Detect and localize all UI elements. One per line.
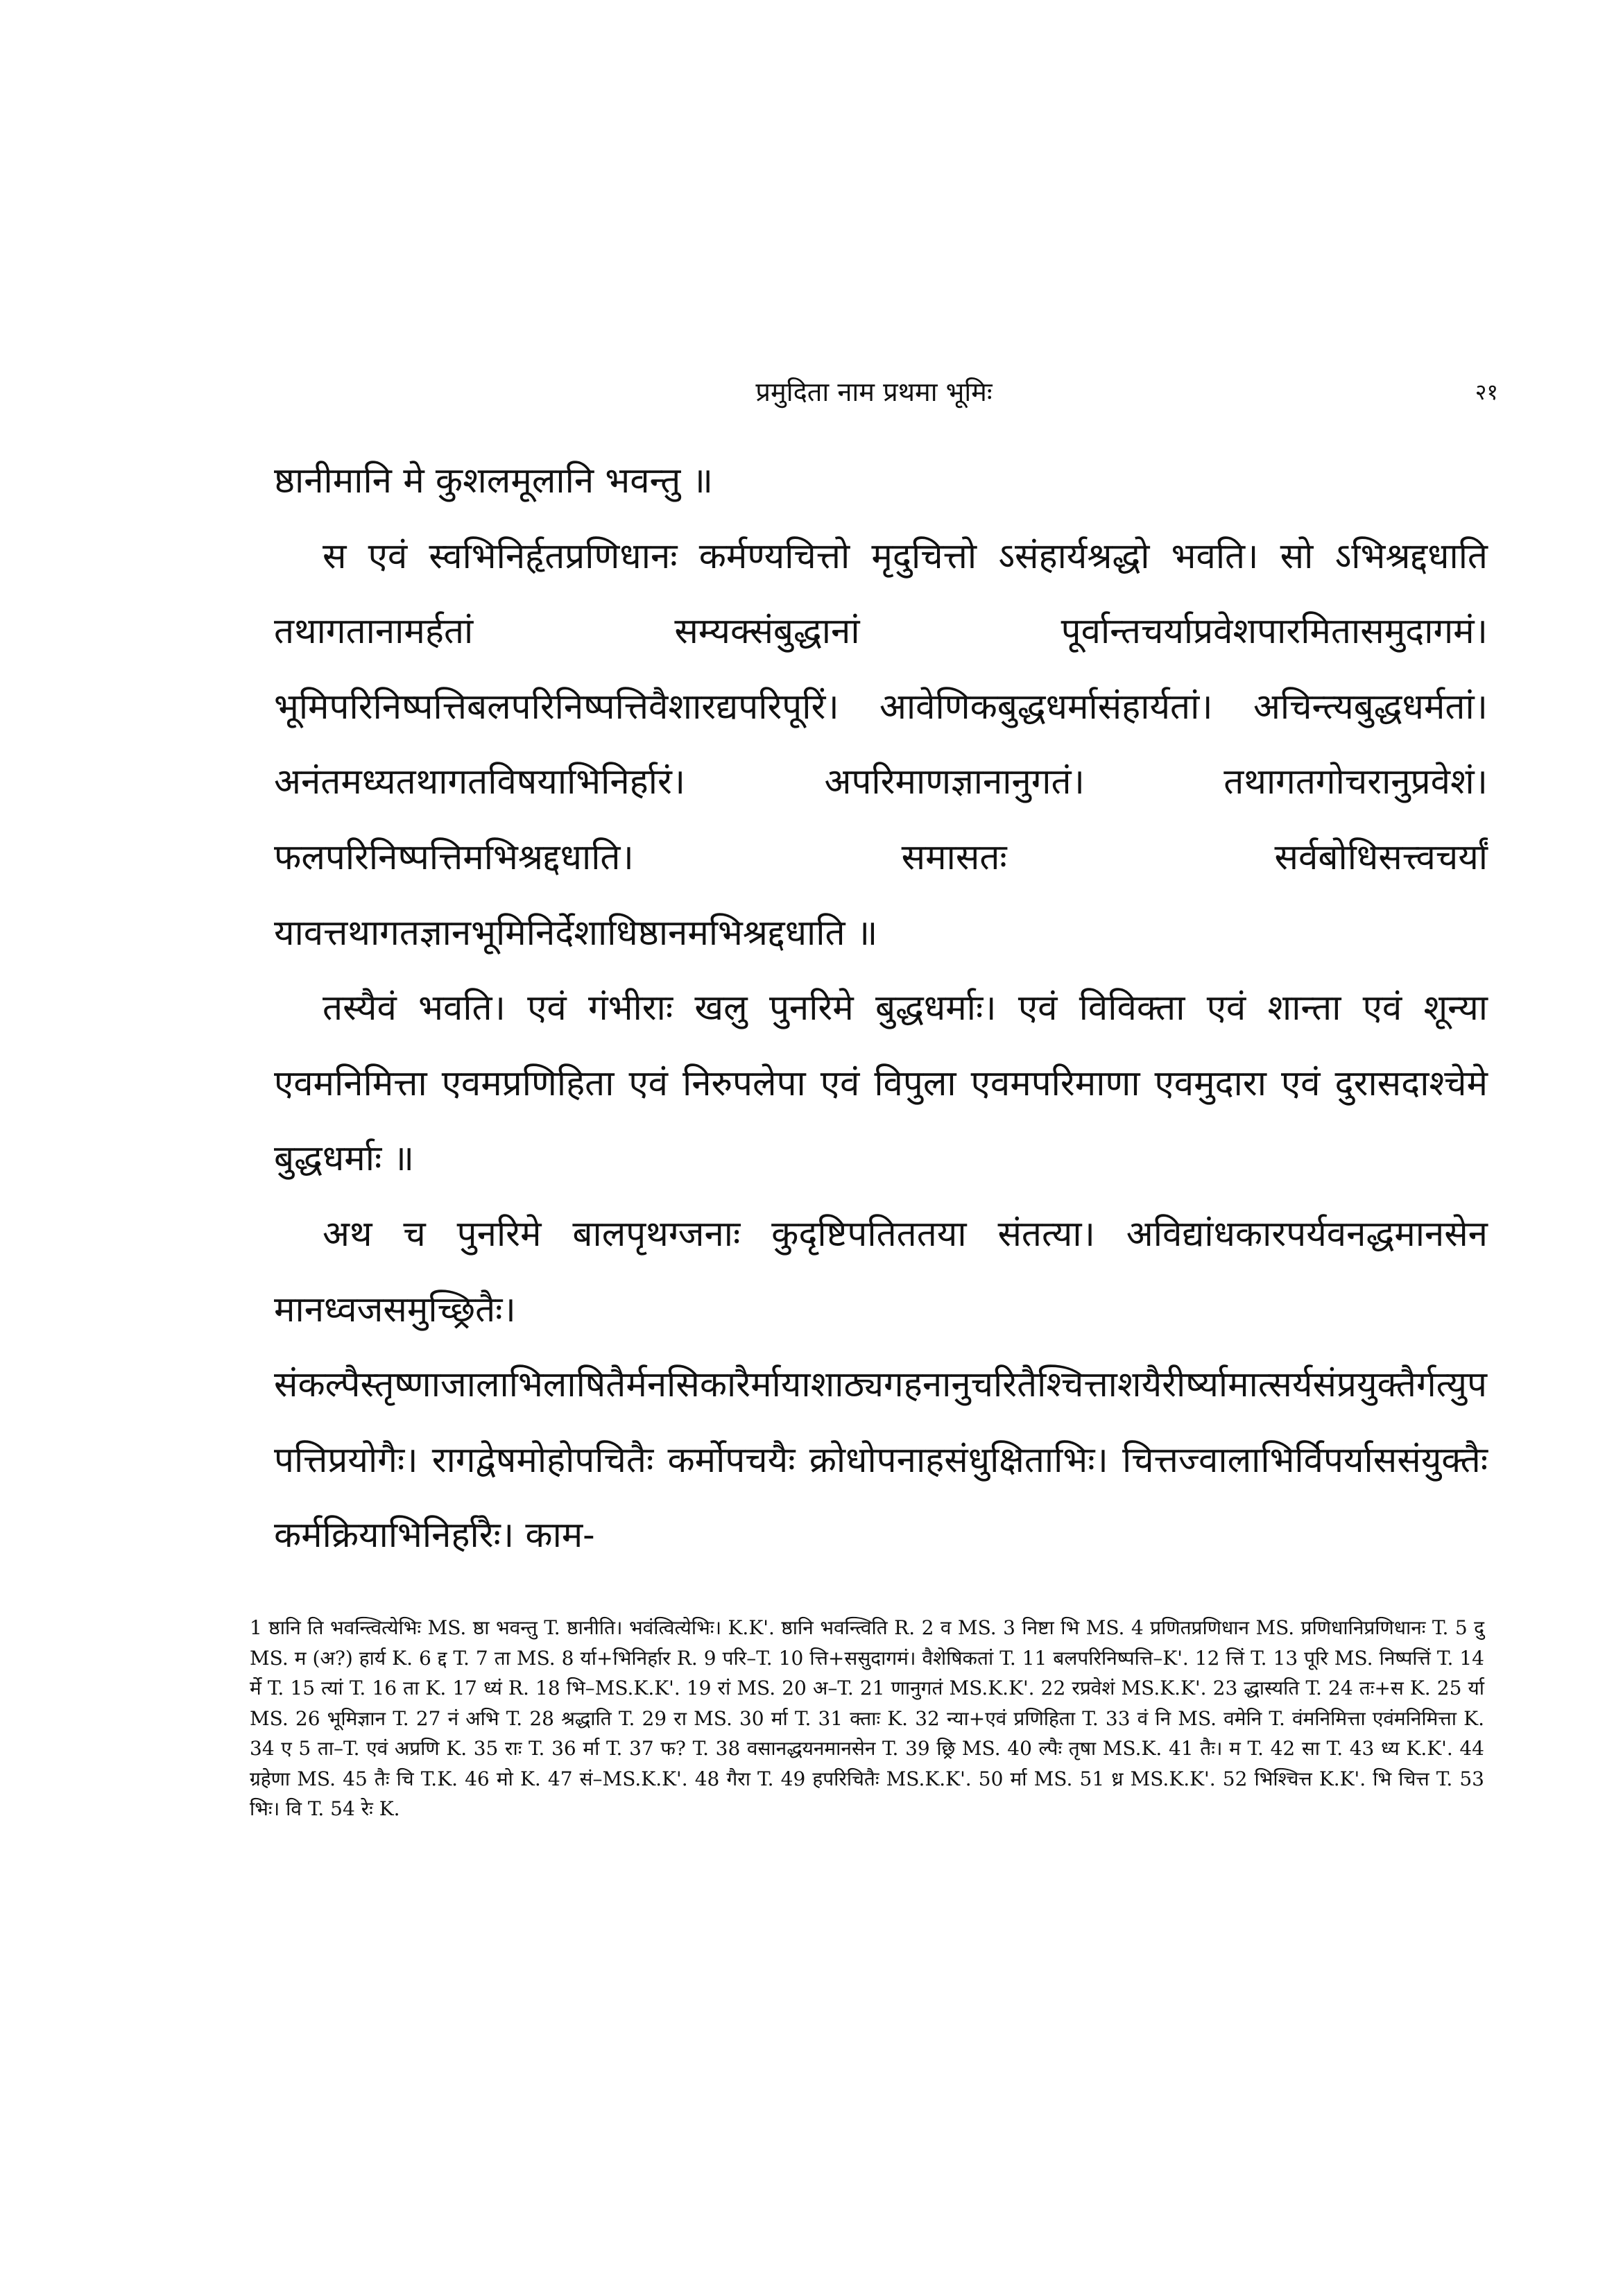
running-header	[250, 371, 1498, 413]
header-title: प्रमुदिता नाम प्रथमा भूमिः	[755, 377, 993, 407]
page-number: २१	[1475, 379, 1498, 405]
footnotes: 1 ष्ठानि ति भवन्त्वित्येभिः MS. ष्ठा भवन्तु T. ष्ठानीति। भवंत्वित्येभिः। K.K'. ष्ठानि भवन्त्विति R. 2 व MS. 3 निष्टा भि MS. 4 प्रणितप्रणिधान MS. प्रणिधानिप्रणिधानः T. 5 दु MS. म (अ?) हार्य K. 6 द्द T. 7 ता MS. 8 र्या+भिनिर्हार R. 9 परि–T. 10 त्ति+ससुदागमं। वैशेषिकतां T. 11 बलपरिनिष्पत्ति–K'. 12 त्तिं T. 13 पूरि MS. निष्पत्तिं T. 14 र्मे T. 15 त्यां T. 16 ता K. 17 ध्यं R. 18 भि–MS.K.K'. 19 रां MS. 20 अ–T. 21 णानुगतं MS.K.K'. 22 रप्रवेशं MS.K.K'. 23 द्धास्यति T. 24 तः+स K. 25 र्या MS. 26 भूमिज्ञान T. 27 नं अभि T. 28 श्रद्धाति T. 29 रा MS. 30 र्मा T. 31 क्ताः K. 32 न्या+एवं प्रणिहिता T. 33 वं नि MS. वमेनि T. वंमनिमित्ता एवंमनिमित्ता K. 34 ए 5 ता–T. एवं अप्रणि K. 35 राः T. 36 र्मा T. 37 फ? T. 38 वसानद्धयनमानसेन T. 39 छ्रि MS. 40 ल्पैः तृषा MS.K. 41 तैः। म T. 42 सा T. 43 ध्य K.K'. 44 ग्रहेणा MS. 45 तैः चि T.K. 46 मो K. 47 सं–MS.K.K'. 48 गैरा T. 49 हपरिचितैः MS.K.K'. 50 र्मा MS. 51 ध्र MS.K.K'. 52 भिश्चित्त K.K'. भि चित्त T. 53 भिः। वि T. 54 रेः K.	[250, 1616, 1485, 1820]
paragraph: स एवं स्वभिनिर्हृतप्रणिधानः कर्मण्यचित्तो मृदुचित्तो ऽसंहार्यश्रद्धो भवति। सो ऽभिश्रद्दधाति तथागतानामर्हतां सम्यक्संबुद्धानां पूर्वान्तचर्याप्रवेशपारमितासमुदागमं। भूमिपरिनिष्पत्तिबलपरिनिष्पत्तिवैशारद्यपरिपूरिं। आवेणिकबुद्धधर्मासंहार्यतां। अचिन्त्यबुद्धधर्मतां। अनंतमध्यतथागतविषयाभिनिर्हारं। अपरिमाणज्ञानानुगतं। तथागतगोचरानुप्रवेशं। फलपरिनिष्पत्तिमभिश्रद्दधाति। समासतः सर्वबोधिसत्त्वचर्यां यावत्तथागतज्ञानभूमिनिर्देशाधिष्ठानमभिश्रद्दधाति ॥	[274, 536, 1488, 954]
paragraph-continuation: ष्ठानीमानि मे कुशलमूलानि भवन्तु ॥	[274, 461, 714, 502]
main-text	[274, 444, 1488, 1588]
paragraph: तस्यैवं भवति। एवं गंभीराः खलु पुनरिमे बुद्धधर्माः। एवं विविक्ता एवं शान्ता एवं शून्या एवमनिमित्ता एवमप्रणिहिता एवं निरुपलेपा एवं विपुला एवमपरिमाणा एवमुदारा एवं दुरासदाश्चेमे बुद्धधर्माः ॥	[274, 988, 1488, 1180]
paragraph: अथ च पुनरिमे बालपृथग्जनाः कुदृष्टिपतिततया संतत्या। अविद्यांधकारपर्यवनद्धमानसेन मानध्वजसमुच्छ्रितैः। संकल्पैस्तृष्णाजालाभिलाषितैर्मनसिकारैर्मायाशाठ्यगहनानुचरितैश्चित्ताशयैरीर्ष्यामात्सर्यसंप्रयुक्तैर्गत्युपपत्तिप्रयोगैः। रागद्वेषमोहोपचितैः कर्मोपचयैः क्रोधोपनाहसंधुक्षिताभिः। चित्तज्वालाभिर्विपर्याससंयुक्तैः कर्मक्रियाभिनिर्हारैः। काम-	[274, 1213, 1488, 1557]
